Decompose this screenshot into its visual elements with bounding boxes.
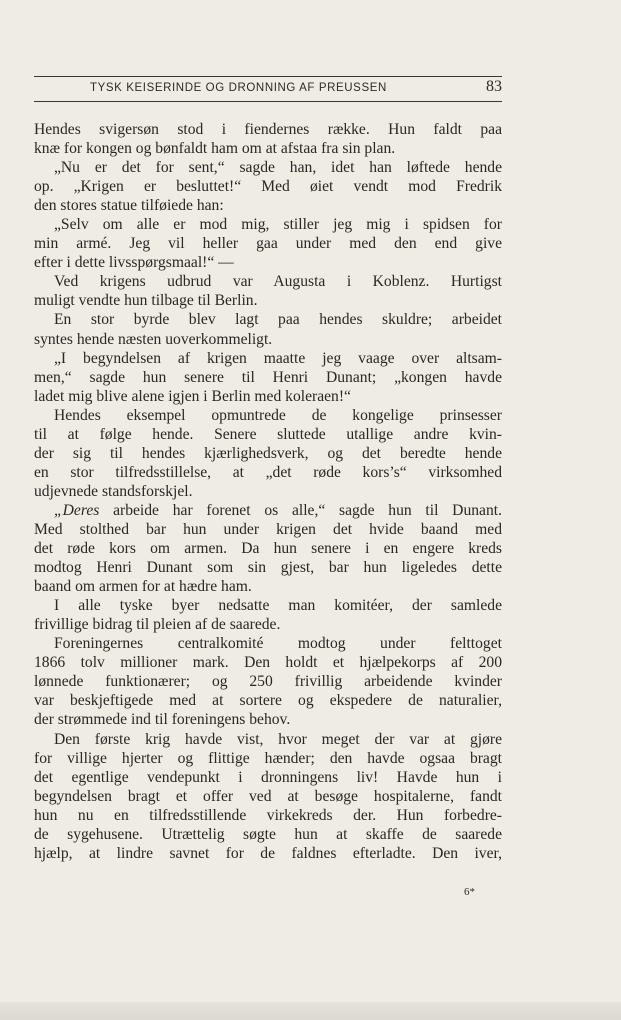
text-line-content: I alle tyske byer nedsatte man komitéer, der samlede (54, 597, 502, 615)
text-line-content: Foreningernes centralkomité modtog under felttoget (54, 635, 502, 653)
emphasized-word: „Deres (54, 501, 100, 519)
text-line (34, 844, 502, 863)
text-line (34, 444, 502, 463)
text-line-content: efter i dette livsspørgsmaal!“ — (34, 254, 234, 272)
text-line (34, 406, 502, 425)
text-line-content: den stores statue tilføiede han: (34, 197, 224, 215)
text-line-content: for villige hjerter og flittige hænder; den havde ogsaa bragt (34, 749, 502, 767)
text-line (34, 501, 502, 520)
text-line-content: Hendes eksempel opmuntrede de kongelige prinsesser (54, 406, 502, 424)
text-line (34, 234, 502, 253)
text-line (34, 596, 502, 615)
text-line (34, 310, 502, 329)
text-line-content: Ved krigens udbrud var Augusta i Koblenz. Hurtigst (54, 273, 502, 291)
text-line-content: op. „Krigen er besluttet!“ Med øiet vendt mod Fredrik (34, 178, 502, 196)
text-line-content: der sig til hendes kjærlighedsverk, og det beredte hende (34, 444, 502, 462)
text-line (34, 425, 502, 444)
text-line (34, 787, 502, 806)
text-line (34, 710, 502, 729)
text-line (34, 387, 502, 406)
text-line (34, 634, 502, 653)
text-line (34, 196, 502, 215)
text-line (34, 539, 502, 558)
text-line-content: til at følge hende. Senere sluttede utallige andre kvin- (34, 425, 502, 443)
text-line (34, 215, 502, 234)
text-line (34, 653, 502, 672)
text-line-content: hjælp, at lindre savnet for de faldnes efterladte. Den iver, (34, 844, 502, 862)
text-line-content: muligt vendte hun tilbage til Berlin. (34, 292, 258, 310)
text-line-content: En stor byrde blev lagt paa hendes skuldre; arbeidet (54, 311, 502, 329)
text-line-content: Hendes svigersøn stod i fiendernes række. Hun faldt paa (34, 121, 502, 138)
text-line (34, 330, 502, 349)
text-line (34, 520, 502, 539)
text-line (34, 691, 502, 710)
text-line-content: 1866 tolv millioner mark. Den holdt et hjælpekorps af 200 (34, 654, 502, 672)
text-line-content: modtog Henri Dunant som sin gjest, bar hun ligeledes dette (34, 559, 502, 577)
text-line (34, 806, 502, 825)
text-line (34, 463, 502, 482)
text-line-content: „Nu er det for sent,“ sagde han, idet han løftede hende (54, 159, 502, 177)
text-line-content: lønnede funktionærer; og 250 frivillig arbeidende kvinder (34, 673, 502, 691)
text-line-content: frivillige bidrag til pleien af de saarede. (34, 616, 281, 634)
text-line (34, 139, 502, 158)
page-header (34, 76, 502, 102)
text-line (34, 272, 502, 291)
text-line-content: Den første krig havde vist, hvor meget der var at gjøre (54, 730, 502, 748)
text-line (34, 158, 502, 177)
text-line-content: arbeide har forenet os alle,“ sagde hun til Dunant. (99, 501, 502, 519)
text-line-content: syntes hende næsten uoverkommeligt. (34, 330, 273, 348)
text-line-content: knæ for kongen og bønfaldt ham om at afstaa fra sin plan. (34, 140, 396, 158)
text-line-content: baand om armen for at hædre ham. (34, 578, 252, 596)
text-line (34, 291, 502, 310)
text-line (34, 482, 502, 501)
signature-mark: 6* (464, 886, 475, 898)
text-line-content: min armé. Jeg vil heller gaa under med den end give (34, 235, 502, 253)
text-line-content: „I begyndelsen af krigen maatte jeg vaage over altsam- (54, 349, 502, 367)
text-line (34, 768, 502, 787)
text-line-content: der strømmede ind til foreningens behov. (34, 711, 291, 729)
text-line (34, 730, 502, 749)
text-line-content: var beskjeftigede med at sortere og ekspedere de naturalier, (34, 692, 502, 710)
text-line (34, 177, 502, 196)
text-line-content: „Selv om alle er mod mig, stiller jeg mig i spidsen for (54, 216, 502, 234)
text-line (34, 558, 502, 577)
text-line (34, 120, 502, 139)
text-line (34, 577, 502, 596)
text-line-content: Med stolthed bar hun under krigen det hvide baand med (34, 520, 502, 538)
text-line-content: men,“ sagde hun senere til Henri Dunant; „kongen havde (34, 368, 502, 386)
text-line (34, 749, 502, 768)
text-line (34, 825, 502, 844)
text-line-content: en stor tilfredsstillelse, at „det røde kors’s“ virksomhed (34, 463, 502, 481)
text-line (34, 253, 502, 272)
text-line-content: det røde kors om armen. Da hun senere i en engere kreds (34, 540, 502, 558)
running-head: TYSK KEISERINDE OG DRONNING AF PREUSSEN (90, 82, 387, 94)
text-line-content: det egentlige vendepunkt i dronningens liv! Havde hun i (34, 768, 502, 786)
page-bottom-edge (0, 1002, 621, 1020)
text-line (34, 672, 502, 691)
text-line (34, 349, 502, 368)
text-line (34, 368, 502, 387)
text-line-content: udjevnede standsforskjel. (34, 482, 193, 500)
text-line-content: de sygehusene. Utrættelig søgte hun at skaffe de saarede (34, 825, 502, 843)
page-number: 83 (486, 78, 502, 95)
text-line-content: begyndelsen bragt et offer ved at besøge hospitalerne, fandt (34, 787, 502, 805)
text-line (34, 615, 502, 634)
text-line-content: ladet mig blive alene igjen i Berlin med koleraen!“ (34, 387, 351, 405)
text-line-content: hun nu en tilfredsstillende virkekreds der. Hun forbedre- (34, 806, 502, 824)
body-text (34, 120, 502, 863)
